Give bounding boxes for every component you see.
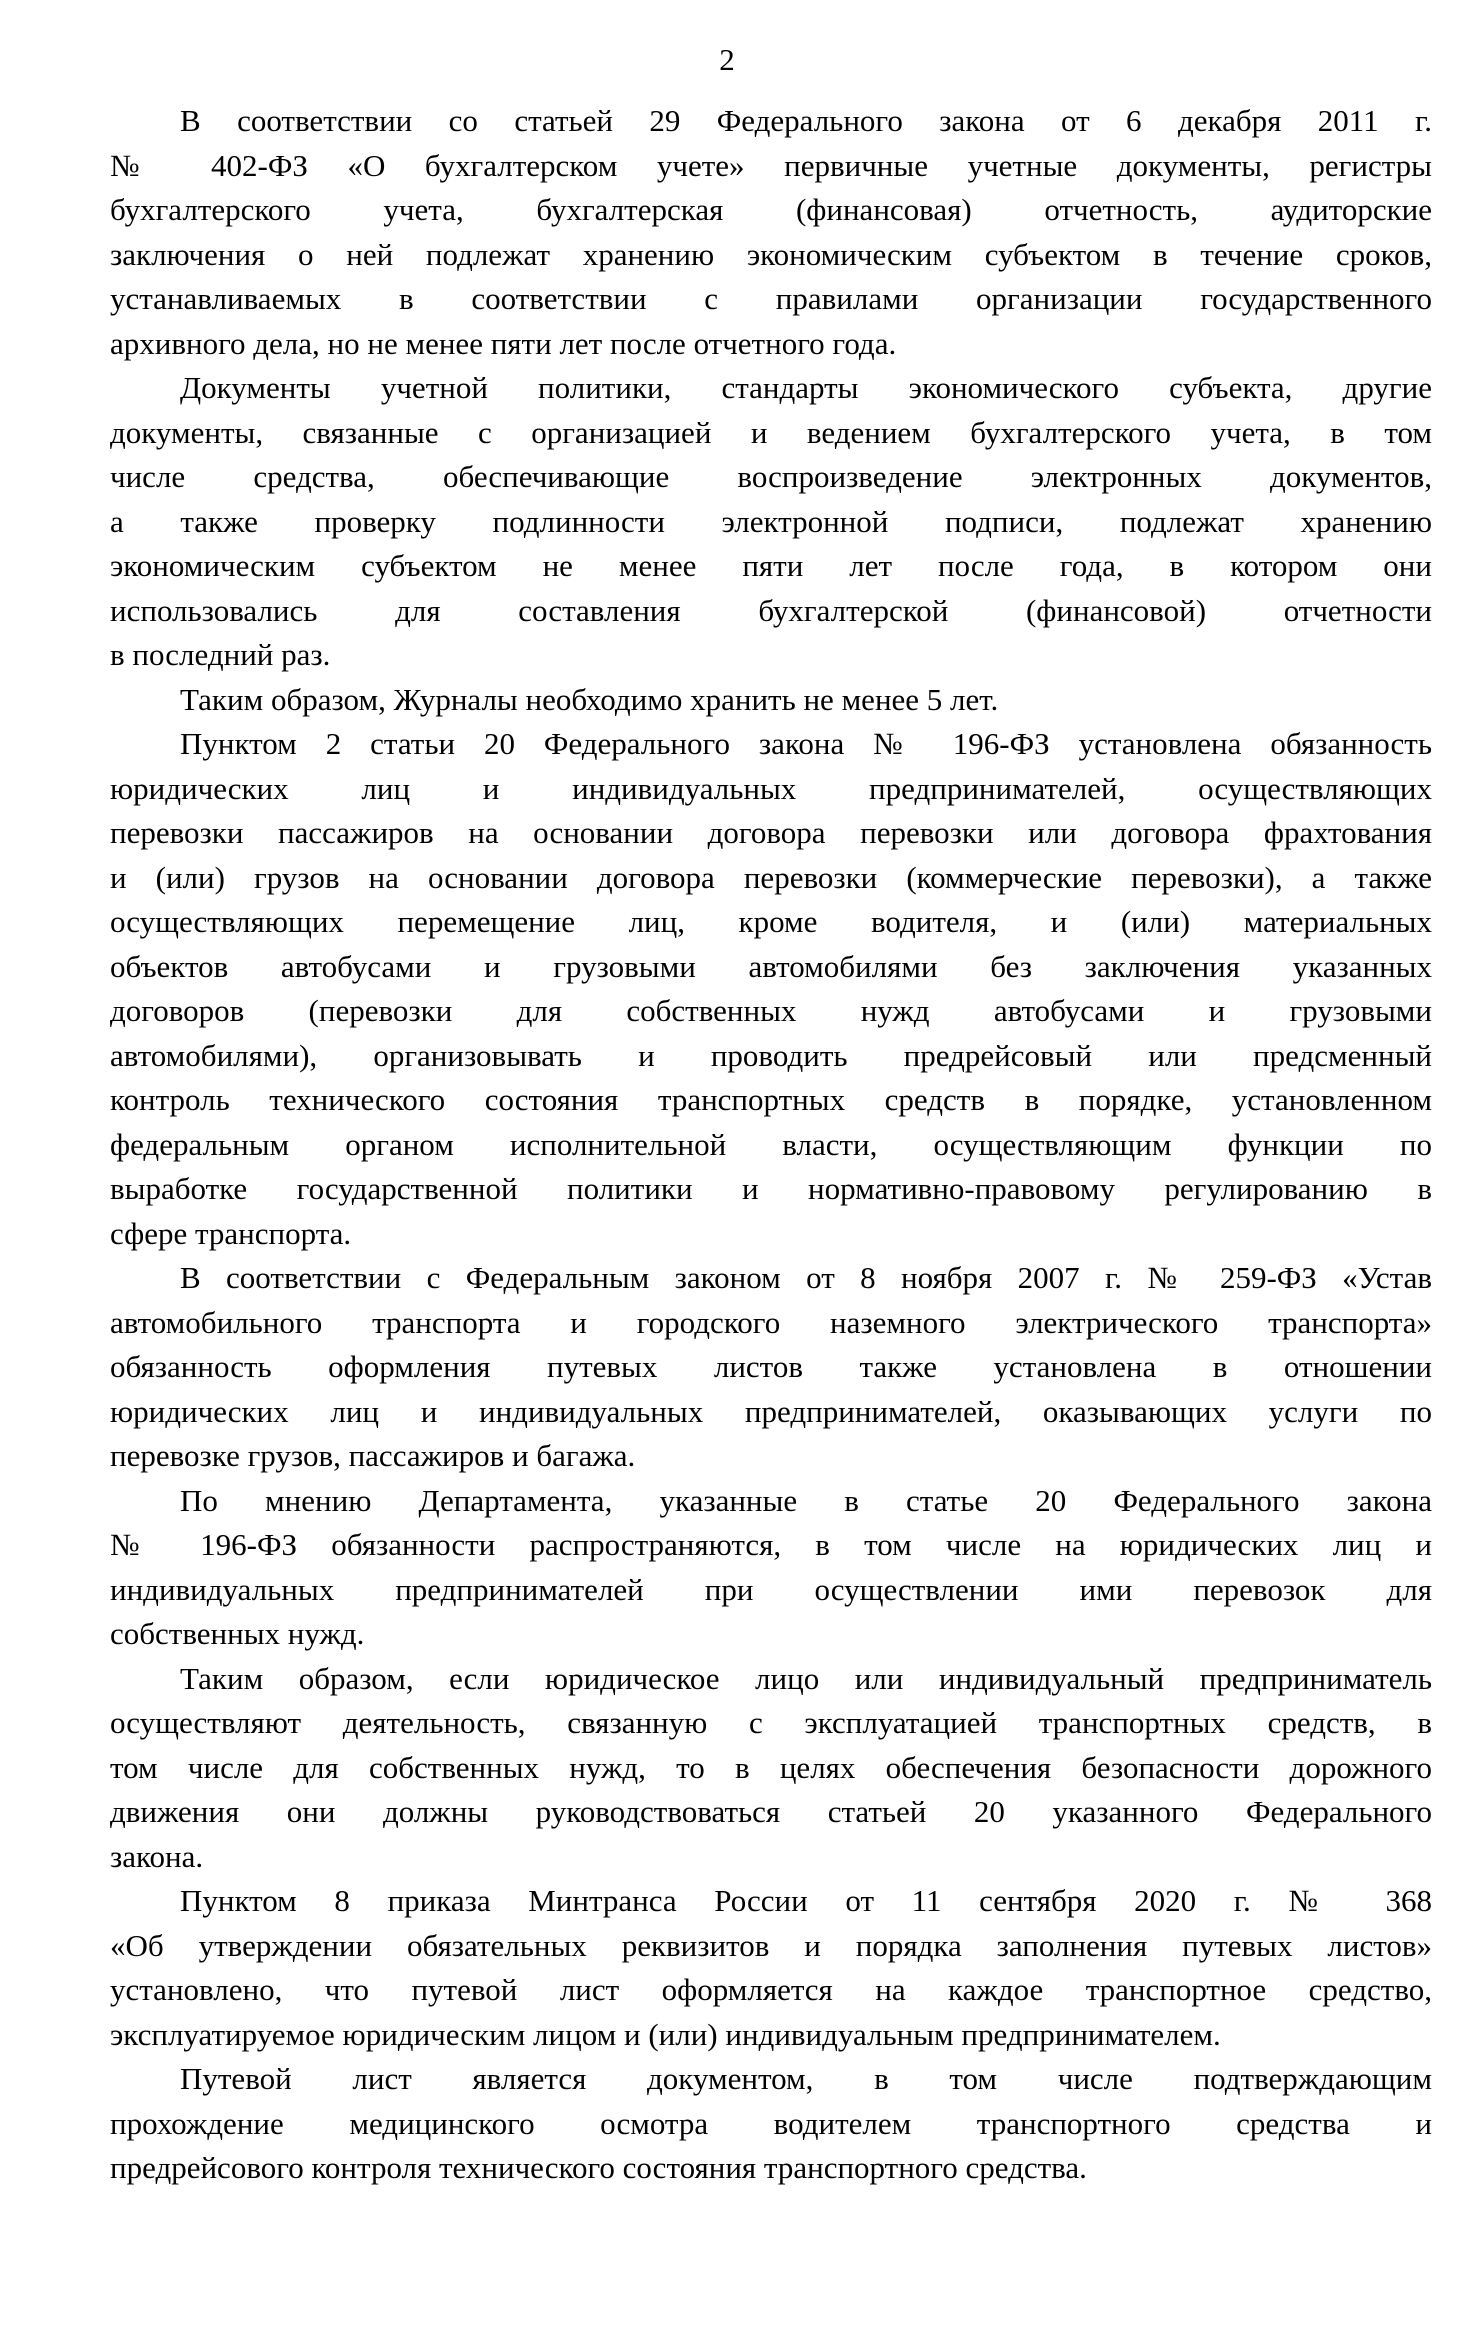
- text-line: сфере транспорта.: [110, 1215, 352, 1251]
- text-line: № 402-ФЗ «О бухгалтерском учете» первичные учетные документы, регистры: [110, 147, 1432, 183]
- text-line: Путевой лист является документом, в том числе подтверждающим: [180, 2061, 1432, 2096]
- text-line: прохождение медицинского осмотра водителем транспортного средства и: [110, 2105, 1432, 2141]
- text-line: эксплуатируемое юридическим лицом и (или) индивидуальным предпринимателем.: [110, 2016, 1221, 2052]
- text-line: бухгалтерского учета, бухгалтерская (финансовая) отчетность, аудиторские: [110, 192, 1432, 227]
- text-line: По мнению Департамента, указанные в статье 20 Федерального закона: [180, 1482, 1432, 1518]
- text-line: индивидуальных предпринимателей при осуществлении ими перевозок для: [110, 1571, 1432, 1607]
- text-line: документы, связанные с организацией и ведением бухгалтерского учета, в том: [110, 414, 1432, 450]
- paragraph: [110, 99, 1432, 366]
- text-line: собственных нужд.: [110, 1616, 365, 1651]
- paragraph: [110, 678, 1432, 723]
- text-line: В соответствии со статьей 29 Федерального закона от 6 декабря 2011 г.: [180, 103, 1432, 138]
- text-line: архивного дела, но не менее пяти лет после отчетного года.: [110, 325, 897, 361]
- text-line: автомобилями), организовывать и проводить предрейсовый или предсменный: [110, 1037, 1432, 1073]
- text-line: в последний раз.: [110, 637, 331, 672]
- text-line: «Об утверждении обязательных реквизитов и порядка заполнения путевых листов»: [110, 1927, 1432, 1963]
- paragraph: [110, 1479, 1432, 1657]
- paragraph: [110, 1256, 1432, 1479]
- text-line: а также проверку подлинности электронной подписи, подлежат хранению: [110, 503, 1432, 539]
- text-line: и (или) грузов на основании договора перевозки (коммерческие перевозки), а также: [110, 859, 1432, 895]
- text-line: контроль технического состояния транспортных средств в порядке, установленном: [110, 1082, 1432, 1117]
- text-line: заключения о ней подлежат хранению экономическим субъектом в течение сроков,: [110, 236, 1432, 272]
- text-line: использовались для составления бухгалтерской (финансовой) отчетности: [110, 592, 1432, 628]
- text-line: Документы учетной политики, стандарты экономического субъекта, другие: [180, 370, 1432, 405]
- paragraph: [110, 1657, 1432, 1880]
- text-line: объектов автобусами и грузовыми автомобилями без заключения указанных: [110, 948, 1432, 984]
- text-line: Таким образом, если юридическое лицо или индивидуальный предприниматель: [180, 1660, 1432, 1696]
- text-line: договоров (перевозки для собственных нужд автобусами и грузовыми: [110, 993, 1432, 1028]
- paragraph: [110, 2057, 1432, 2191]
- text-line: Пунктом 8 приказа Минтранса России от 11 сентября 2020 г. № 368: [180, 1883, 1432, 1918]
- text-line: обязанность оформления путевых листов также установлена в отношении: [110, 1349, 1432, 1384]
- text-line: выработке государственной политики и нормативно-правовому регулированию в: [110, 1171, 1432, 1206]
- text-line: перевозки пассажиров на основании договора перевозки или договора фрахтования: [110, 815, 1432, 850]
- text-line: В соответствии с Федеральным законом от 8 ноября 2007 г. № 259-ФЗ «Устав: [180, 1260, 1432, 1295]
- text-line: автомобильного транспорта и городского наземного электрического транспорта»: [110, 1304, 1432, 1340]
- text-line: юридических лиц и индивидуальных предпринимателей, оказывающих услуги по: [110, 1393, 1432, 1429]
- text-line: осуществляют деятельность, связанную с эксплуатацией транспортных средств, в: [110, 1705, 1432, 1740]
- text-line: перевозке грузов, пассажиров и багажа.: [110, 1438, 636, 1473]
- text-line: закона.: [110, 1838, 204, 1874]
- paragraph: [110, 366, 1432, 678]
- paragraph: [110, 1879, 1432, 2057]
- text-line: № 196-ФЗ обязанности распространяются, в том числе на юридических лиц и: [110, 1527, 1432, 1562]
- text-line: числе средства, обеспечивающие воспроизведение электронных документов,: [110, 459, 1432, 494]
- page-number: 2: [719, 42, 735, 77]
- text-line: том числе для собственных нужд, то в целях обеспечения безопасности дорожного: [110, 1749, 1432, 1785]
- text-line: экономическим субъектом не менее пяти лет после года, в котором они: [110, 548, 1432, 583]
- text-line: Пунктом 2 статьи 20 Федерального закона № 196-ФЗ установлена обязанность: [180, 726, 1432, 761]
- text-line: устанавливаемых в соответствии с правилами организации государственного: [110, 281, 1432, 316]
- text-line: юридических лиц и индивидуальных предпринимателей, осуществляющих: [110, 770, 1432, 806]
- document-body: [110, 99, 1432, 2191]
- text-line: Таким образом, Журналы необходимо хранить не менее 5 лет.: [180, 681, 999, 717]
- paragraph: [110, 722, 1432, 1256]
- text-line: движения они должны руководствоваться статьей 20 указанного Федерального: [110, 1794, 1432, 1829]
- text-line: установлено, что путевой лист оформляется на каждое транспортное средство,: [110, 1972, 1432, 2007]
- text-line: осуществляющих перемещение лиц, кроме водителя, и (или) материальных: [110, 904, 1432, 939]
- text-line: федеральным органом исполнительной власти, осуществляющим функции по: [110, 1126, 1432, 1162]
- text-line: предрейсового контроля технического состояния транспортного средства.: [110, 2150, 1087, 2185]
